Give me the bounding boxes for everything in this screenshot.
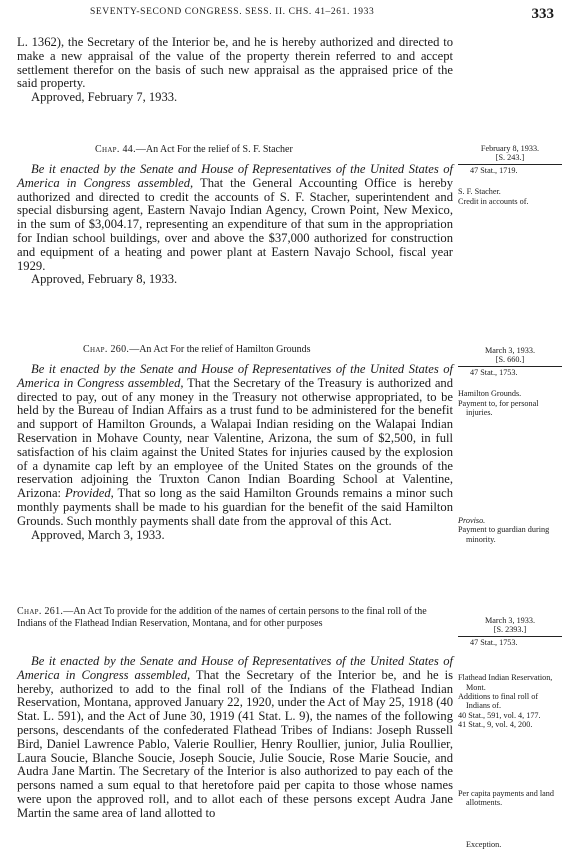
margin-note: Per capita payments and land allotments. — [458, 789, 554, 808]
margin-note: S. F. Stacher. — [458, 187, 501, 197]
margin-proviso-label: Proviso. — [458, 516, 486, 525]
chapter-260-proviso-margin — [458, 516, 562, 544]
margin-date: March 3, 1933. — [484, 346, 536, 355]
chapter-44-body — [17, 163, 453, 287]
chapter-text: That the Secretary of the Treasury is authorized and directed to pay, out of any money in the Treasury not otherwise appropriated, to be held by the Bureau of Indian Affairs as a trust fund to be administered for the benefit and support of Hamilton Grounds, a Walapai Indian residing on the Walapai Indian Reservation in Mohave County, near Valentine, Arizona, the sum of $2,500, in full satisfaction of his claim against the United States for injuries caused by the explosion of a dynamite cap left by an employee of the United States on the grounds of the reservation adjoining the Truxton Canon Indian Boarding School at Valentine, Arizona: — [17, 375, 454, 501]
approved-date: Approved, February 8, 1933. — [31, 272, 178, 287]
page-number: 333 — [531, 6, 554, 22]
margin-rule — [458, 366, 562, 367]
margin-note: Payment to, for personal injuries. — [458, 398, 539, 418]
proviso-word: Provided, — [64, 486, 114, 501]
chapter-261-margin-lower — [458, 789, 562, 808]
chapter-261-margin — [458, 616, 562, 730]
margin-note: Credit in accounts of. — [458, 196, 529, 206]
chapter-title: —An Act For the relief of S. F. Stacher — [135, 144, 293, 155]
margin-stat: 47 Stat., 1753. — [470, 637, 518, 647]
chapter-261-margin-exception — [458, 840, 562, 849]
margin-rule — [458, 636, 562, 637]
margin-note: Flathead Indian Reservation, Mont. — [458, 673, 553, 692]
chapter-number: Chap. 260. — [83, 344, 130, 355]
enacting-clause: Be it enacted by the Senate and House of Representatives of the United States of America in Congress assembled, — [17, 362, 453, 390]
margin-bill: [S. 243.] — [495, 153, 525, 163]
margin-note: Additions to final roll of Indians of. — [458, 692, 539, 711]
enacting-clause: Be it enacted by the Senate and House of Representatives of the United States of America in Congress assembled, — [17, 162, 453, 190]
chapter-text: That the Secretary of the Interior be, and he is hereby, authorized to add to the final roll of the Indians of the Flathead Indian Reservation, Montana, approved January 22, 1920, under the Act of May 25, 1918 (40 Stat. L. 591), and the Act of June 30, 1919 (41 Stat. L. 9), the names of the following persons, descendants of the confederated Flathead Tribes of Indians: Joseph Russell Bird, Daniel Lawrence Pablo, Valerie Roullier, Henry Roullier, junior, Julia Roullier, Laura Soucie, Blanche Soucie, Joseph Soucie, Julie Soucie, Rose Marie Soucie, and Audra Jane Martin. The Secretary of the Interior is also authorized to pay each of the persons named a sum equal to that heretofore paid per capita to those whose names were upon the approved roll, and to allot each of these persons except Audra Jane Martin the same area of land allotted to — [17, 667, 453, 820]
margin-date: March 3, 1933. — [484, 616, 536, 625]
margin-bill: [S. 2393.] — [493, 625, 527, 635]
margin-note: Payment to guardian during minority. — [458, 525, 550, 544]
chapter-261-body — [17, 655, 453, 821]
chapter-260-heading — [17, 344, 453, 356]
approved-date: Approved, March 3, 1933. — [31, 527, 165, 542]
chapter-number: Chap. 44. — [95, 144, 136, 155]
chapter-260-margin — [458, 346, 562, 417]
continuation-approved: Approved, February 7, 1933. — [31, 90, 178, 105]
chapter-261-heading — [17, 606, 447, 630]
margin-note: 41 Stat., 9, vol. 4, 200. — [458, 720, 533, 730]
continuation-block — [17, 36, 453, 105]
chapter-260-body — [17, 363, 453, 542]
chapter-number: Chap. 261. — [17, 606, 64, 617]
enacting-clause: Be it enacted by the Senate and House of Representatives of the United States of America in Congress assembled, — [17, 654, 453, 682]
chapter-text: That the General Accounting Office is hereby authorized and directed to credit the accounts of S. F. Stacher, superintendent and special disbursing agent, Eastern Navajo Indian Agency, Crown Point, New Mexico, in the sum of $3,004.17, representing an expenditure of that sum in the appropriation for Indian school buildings, over and above the $37,000 authorized for construction and equipment of a heating and power plant at Eastern Navajo School, fiscal year 1929. — [17, 175, 453, 273]
margin-stat: 47 Stat., 1719. — [470, 165, 518, 175]
margin-note: Hamilton Grounds. — [458, 389, 522, 399]
margin-note: 40 Stat., 591, vol. 4, 177. — [458, 710, 541, 720]
running-title: SEVENTY-SECOND CONGRESS. SESS. II. CHS. 41–261. 1933 — [90, 7, 375, 17]
margin-date: February 8, 1933. — [480, 144, 540, 153]
chapter-title: —An Act To provide for the addition of the names of certain persons to the final roll of the Indians of the Flathead Indian Reservation, Montana, and for other purposes — [17, 606, 427, 629]
chapter-44-margin — [458, 144, 562, 206]
chapter-44-heading — [17, 144, 453, 156]
continuation-text: L. 1362), the Secretary of the Interior be, and he is hereby authorized and directed to make a new appraisal of the value of the property therein referred to and accept settlement therefor on the basis of such new appraisal as the appraised price of the said property. — [17, 35, 453, 91]
margin-bill: [S. 660.] — [495, 355, 525, 365]
chapter-text: That so long as the said Hamilton Grounds remains a minor such monthly payments shall be made to his guardian for the benefit of the said Hamilton Grounds. Such monthly payments shall date from the approval of this Act. — [17, 486, 453, 528]
chapter-title: —An Act For the relief of Hamilton Grounds — [129, 344, 311, 355]
margin-stat: 47 Stat., 1753. — [470, 367, 518, 377]
margin-note: Exception. — [466, 840, 502, 849]
margin-rule — [458, 164, 562, 165]
running-header — [0, 6, 566, 24]
